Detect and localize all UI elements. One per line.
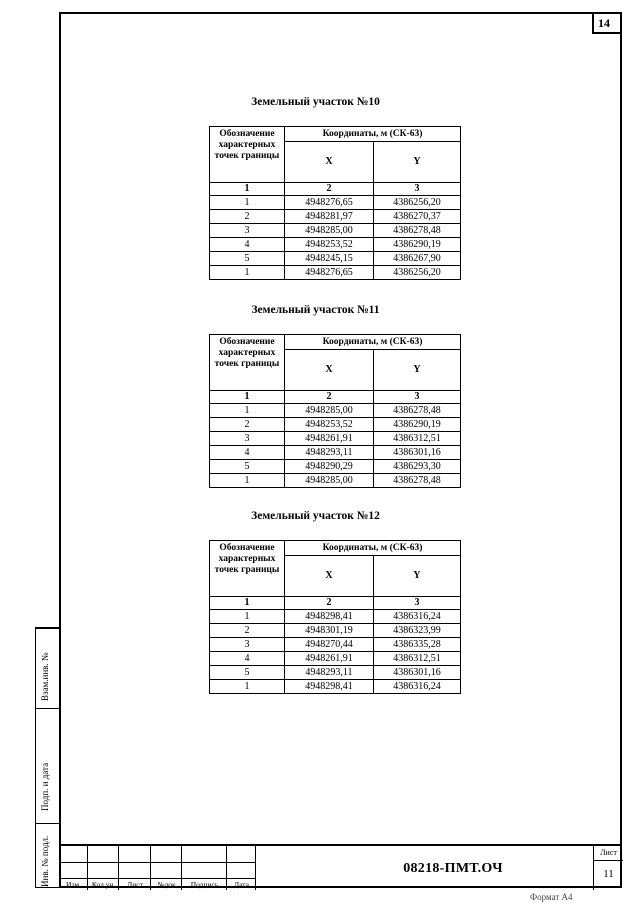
point-number-cell: 4 — [210, 238, 285, 252]
point-number-cell: 4 — [210, 652, 285, 666]
table-row — [210, 404, 461, 418]
table-row — [210, 446, 461, 460]
document-code: 08218-ПМТ.ОЧ — [403, 861, 503, 876]
x-coordinate-cell: 4948290,29 — [285, 460, 374, 474]
table-row — [210, 680, 461, 694]
designation-header: Обозначение характерных точек границы — [210, 541, 285, 597]
inv-orig-label: Инв. № подл. — [40, 835, 50, 887]
point-number-cell: 5 — [210, 666, 285, 680]
section-title: Земельный участок №10 — [251, 96, 380, 108]
point-number-cell: 3 — [210, 432, 285, 446]
column-number-row — [210, 391, 461, 404]
inv-replace-label: Взам.инв. № — [40, 652, 50, 701]
x-coordinate-cell: 4948281,97 — [285, 210, 374, 224]
y-coordinate-cell: 4386301,16 — [374, 666, 461, 680]
y-coordinate-cell: 4386301,16 — [374, 446, 461, 460]
x-header: X — [285, 141, 374, 182]
stamp-label-ndoc: №док — [157, 880, 176, 889]
column-number: 1 — [210, 391, 285, 404]
point-number-cell: 1 — [210, 610, 285, 624]
stamp-label-list: Лист — [127, 880, 143, 889]
sign-date-label: Подп. и дата — [40, 762, 50, 811]
y-coordinate-cell: 4386293,30 — [374, 460, 461, 474]
section-title: Земельный участок №11 — [251, 304, 380, 316]
column-number: 3 — [374, 391, 461, 404]
y-coordinate-cell: 4386267,90 — [374, 252, 461, 266]
table-row — [210, 666, 461, 680]
table-row — [210, 460, 461, 474]
table-row — [210, 624, 461, 638]
x-coordinate-cell: 4948261,91 — [285, 652, 374, 666]
y-coordinate-cell: 4386278,48 — [374, 224, 461, 238]
y-header: Y — [374, 555, 461, 596]
column-number: 3 — [374, 597, 461, 610]
point-number-cell: 1 — [210, 266, 285, 280]
left-margin-stamp — [35, 627, 60, 888]
y-coordinate-cell: 4386312,51 — [374, 652, 461, 666]
x-header: X — [285, 349, 374, 390]
section-title: Земельный участок №12 — [251, 510, 380, 522]
column-number: 1 — [210, 183, 285, 196]
point-number-cell: 2 — [210, 418, 285, 432]
stamp-label-date: Дата — [234, 880, 249, 889]
point-number-cell: 3 — [210, 638, 285, 652]
sheet-number: 11 — [603, 868, 614, 880]
x-coordinate-cell: 4948276,65 — [285, 196, 374, 210]
point-number-cell: 5 — [210, 252, 285, 266]
x-coordinate-cell: 4948285,00 — [285, 224, 374, 238]
table-row — [210, 652, 461, 666]
table-header-row — [210, 127, 461, 142]
table-header-row — [210, 335, 461, 350]
point-number-cell: 2 — [210, 210, 285, 224]
stamp-label-kolvo: Кол.уч. — [91, 880, 116, 889]
table-header-row — [210, 541, 461, 556]
coords-header: Координаты, м (СК-63) — [285, 541, 461, 556]
x-coordinate-cell: 4948301,19 — [285, 624, 374, 638]
x-header: X — [285, 555, 374, 596]
column-number: 1 — [210, 597, 285, 610]
sheet-box — [593, 846, 622, 890]
coords-header: Координаты, м (СК-63) — [285, 127, 461, 142]
y-header: Y — [374, 141, 461, 182]
x-coordinate-cell: 4948293,11 — [285, 446, 374, 460]
table-row — [210, 474, 461, 488]
x-coordinate-cell: 4948253,52 — [285, 238, 374, 252]
column-number: 2 — [285, 391, 374, 404]
table-row — [210, 638, 461, 652]
page-number-top: 14 — [592, 14, 622, 34]
point-number-cell: 1 — [210, 474, 285, 488]
x-coordinate-cell: 4948270,44 — [285, 638, 374, 652]
y-coordinate-cell: 4386316,24 — [374, 610, 461, 624]
y-coordinate-cell: 4386278,48 — [374, 474, 461, 488]
title-block — [59, 844, 622, 888]
y-coordinate-cell: 4386335,28 — [374, 638, 461, 652]
table-row — [210, 432, 461, 446]
x-coordinate-cell: 4948276,65 — [285, 266, 374, 280]
table-row — [210, 210, 461, 224]
table-row — [210, 418, 461, 432]
point-number-cell: 2 — [210, 624, 285, 638]
x-coordinate-cell: 4948285,00 — [285, 474, 374, 488]
y-coordinate-cell: 4386290,19 — [374, 238, 461, 252]
y-coordinate-cell: 4386256,20 — [374, 196, 461, 210]
stamp-label-signature: Подпись — [190, 880, 219, 889]
stamp-label-izm: Изм. — [66, 880, 81, 889]
format-note: Формат А4 — [530, 892, 573, 902]
table-row — [210, 196, 461, 210]
coordinates-table — [209, 126, 461, 280]
table-row — [210, 266, 461, 280]
table-row — [210, 610, 461, 624]
column-number-row — [210, 183, 461, 196]
y-header: Y — [374, 349, 461, 390]
column-number-row — [210, 597, 461, 610]
y-coordinate-cell: 4386316,24 — [374, 680, 461, 694]
x-coordinate-cell: 4948285,00 — [285, 404, 374, 418]
column-number: 3 — [374, 183, 461, 196]
designation-header: Обозначение характерных точек границы — [210, 335, 285, 391]
point-number-cell: 4 — [210, 446, 285, 460]
table-row — [210, 238, 461, 252]
coordinates-table — [209, 334, 461, 488]
x-coordinate-cell: 4948298,41 — [285, 680, 374, 694]
point-number-cell: 5 — [210, 460, 285, 474]
y-coordinate-cell: 4386290,19 — [374, 418, 461, 432]
y-coordinate-cell: 4386270,37 — [374, 210, 461, 224]
designation-header: Обозначение характерных точек границы — [210, 127, 285, 183]
sheet-label: Лист — [600, 848, 617, 857]
point-number-cell: 1 — [210, 196, 285, 210]
coordinates-table — [209, 540, 461, 694]
table-row — [210, 224, 461, 238]
coords-header: Координаты, м (СК-63) — [285, 335, 461, 350]
y-coordinate-cell: 4386312,51 — [374, 432, 461, 446]
x-coordinate-cell: 4948298,41 — [285, 610, 374, 624]
column-number: 2 — [285, 183, 374, 196]
y-coordinate-cell: 4386323,99 — [374, 624, 461, 638]
point-number-cell: 1 — [210, 404, 285, 418]
y-coordinate-cell: 4386278,48 — [374, 404, 461, 418]
x-coordinate-cell: 4948253,52 — [285, 418, 374, 432]
y-coordinate-cell: 4386256,20 — [374, 266, 461, 280]
point-number-cell: 3 — [210, 224, 285, 238]
x-coordinate-cell: 4948261,91 — [285, 432, 374, 446]
point-number-cell: 1 — [210, 680, 285, 694]
x-coordinate-cell: 4948245,15 — [285, 252, 374, 266]
column-number: 2 — [285, 597, 374, 610]
x-coordinate-cell: 4948293,11 — [285, 666, 374, 680]
table-row — [210, 252, 461, 266]
